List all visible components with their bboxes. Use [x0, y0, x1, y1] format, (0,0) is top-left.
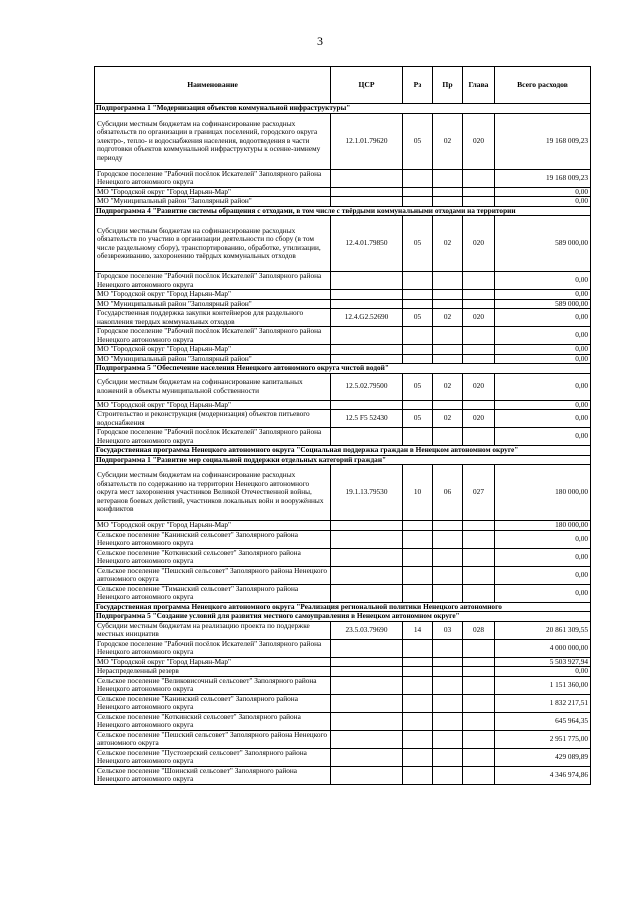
- recipient-total: 1 151 360,00: [495, 676, 591, 694]
- row-pr: [433, 272, 463, 290]
- expenditure-row: [95, 113, 591, 169]
- section-title: Подпрограмма 1 "Модернизация объектов коммунальной инфраструктуры": [95, 104, 591, 114]
- row-pr: 02: [433, 373, 463, 400]
- recipient-row: [95, 197, 591, 207]
- row-total: 0,00: [495, 309, 591, 327]
- expenditure-table: [94, 66, 591, 785]
- row-pr: 03: [433, 621, 463, 639]
- recipient-total: 0,00: [495, 566, 591, 584]
- recipient-row: [95, 667, 591, 677]
- row-csr: [331, 548, 403, 566]
- row-glava: 020: [463, 410, 495, 428]
- recipient-name: Сельское поселение "Канинский сельсовет" Заполярного района Ненецкого автономного округа: [95, 530, 331, 548]
- row-csr: [331, 530, 403, 548]
- row-rz: [403, 548, 433, 566]
- row-glava: [463, 521, 495, 531]
- row-csr: 12.4.G2.52690: [331, 309, 403, 327]
- row-csr: [331, 354, 403, 364]
- recipient-row: [95, 521, 591, 531]
- row-pr: 02: [433, 216, 463, 272]
- row-pr: [433, 639, 463, 657]
- row-rz: [403, 169, 433, 187]
- recipient-row: [95, 694, 591, 712]
- recipient-total: 0,00: [495, 530, 591, 548]
- row-total: 0,00: [495, 373, 591, 400]
- recipient-name: Городское поселение "Рабочий посёлок Искателей" Заполярного района Ненецкого автономного округа: [95, 428, 331, 446]
- recipient-total: 0,00: [495, 272, 591, 290]
- recipient-total: 0,00: [495, 187, 591, 197]
- row-glava: [463, 667, 495, 677]
- recipient-total: 1 832 217,51: [495, 694, 591, 712]
- recipient-total: 0,00: [495, 428, 591, 446]
- row-csr: [331, 657, 403, 667]
- row-csr: [331, 766, 403, 784]
- recipient-row: [95, 299, 591, 309]
- recipient-total: 4 000 000,00: [495, 639, 591, 657]
- row-rz: [403, 345, 433, 355]
- recipient-row: [95, 354, 591, 364]
- row-pr: [433, 584, 463, 602]
- row-pr: 02: [433, 113, 463, 169]
- row-pr: [433, 766, 463, 784]
- recipient-name: МО "Городской округ "Город Нарьян-Мар": [95, 657, 331, 667]
- row-rz: [403, 530, 433, 548]
- recipient-total: 0,00: [495, 400, 591, 410]
- recipient-name: МО "Городской округ "Город Нарьян-Мар": [95, 187, 331, 197]
- recipient-total: 4 346 974,86: [495, 766, 591, 784]
- row-pr: [433, 730, 463, 748]
- row-pr: [433, 290, 463, 300]
- row-glava: [463, 299, 495, 309]
- header-glava: Глава: [463, 67, 495, 104]
- row-glava: [463, 530, 495, 548]
- recipient-row: [95, 290, 591, 300]
- recipient-name: Сельское поселение "Великовисочный сельсовет" Заполярного района Ненецкого автономного округа: [95, 676, 331, 694]
- row-pr: 02: [433, 309, 463, 327]
- row-rz: [403, 584, 433, 602]
- recipient-name: Сельское поселение "Коткинский сельсовет" Заполярного района Ненецкого автономного округа: [95, 548, 331, 566]
- recipient-row: [95, 566, 591, 584]
- row-csr: 19.1.13.79530: [331, 465, 403, 521]
- section-header-row: [95, 602, 591, 612]
- row-glava: [463, 657, 495, 667]
- recipient-row: [95, 272, 591, 290]
- section-title: Подпрограмма 4 "Развитие системы обращения с отходами, в том числе с твёрдыми коммунальными отходами на территории: [95, 206, 591, 216]
- recipient-total: 0,00: [495, 548, 591, 566]
- recipient-row: [95, 169, 591, 187]
- row-csr: [331, 521, 403, 531]
- section-title: Подпрограмма 5 "Создание условий для развития местного самоуправления в Ненецком автономном округе": [95, 612, 591, 622]
- row-rz: 10: [403, 465, 433, 521]
- recipient-row: [95, 766, 591, 784]
- recipient-total: 645 964,35: [495, 712, 591, 730]
- row-csr: [331, 428, 403, 446]
- row-csr: [331, 290, 403, 300]
- recipient-name: Сельское поселение "Пешский сельсовет" Заполярного района Ненецкого автономного округа: [95, 566, 331, 584]
- row-rz: [403, 400, 433, 410]
- row-pr: [433, 676, 463, 694]
- row-glava: [463, 400, 495, 410]
- recipient-total: 180 000,00: [495, 521, 591, 531]
- row-csr: [331, 667, 403, 677]
- recipient-name: МО "Городской округ "Город Нарьян-Мар": [95, 400, 331, 410]
- expenditure-row: [95, 309, 591, 327]
- row-glava: [463, 694, 495, 712]
- row-glava: [463, 290, 495, 300]
- recipient-total: 0,00: [495, 584, 591, 602]
- row-glava: [463, 354, 495, 364]
- header-csr: ЦСР: [331, 67, 403, 104]
- row-name: Субсидии местным бюджетам на софинансирование расходных обязательств по участию в организации деятельности по сбору (в том числе раздельному сбору), транспортированию, обработке, утилизации, обезвреживанию, захоронению твёрдых коммунальных отходов: [95, 216, 331, 272]
- section-header-row: [95, 455, 591, 465]
- recipient-total: 0,00: [495, 290, 591, 300]
- recipient-row: [95, 548, 591, 566]
- expenditure-row: [95, 465, 591, 521]
- section-title: Государственная программа Ненецкого автономного округа "Социальная поддержка граждан в Ненецком автономном округе": [95, 446, 591, 456]
- row-pr: [433, 566, 463, 584]
- recipient-name: Городское поселение "Рабочий посёлок Искателей" Заполярного района Ненецкого автономного округа: [95, 327, 331, 345]
- row-glava: [463, 748, 495, 766]
- row-pr: [433, 345, 463, 355]
- row-rz: [403, 766, 433, 784]
- row-csr: 12.4.01.79850: [331, 216, 403, 272]
- recipient-name: Сельское поселение "Тиманский сельсовет" Заполярного района Ненецкого автономного округа: [95, 584, 331, 602]
- expenditure-row: [95, 373, 591, 400]
- row-name: Государственная поддержка закупки контейнеров для раздельного накопления твердых коммунальных отходов: [95, 309, 331, 327]
- row-pr: 06: [433, 465, 463, 521]
- row-csr: [331, 676, 403, 694]
- recipient-name: Сельское поселение "Коткинский сельсовет" Заполярного района Ненецкого автономного округа: [95, 712, 331, 730]
- recipient-row: [95, 327, 591, 345]
- recipient-row: [95, 712, 591, 730]
- row-csr: [331, 169, 403, 187]
- recipient-name: Сельское поселение "Канинский сельсовет" Заполярного района Ненецкого автономного округа: [95, 694, 331, 712]
- row-rz: [403, 639, 433, 657]
- row-pr: [433, 521, 463, 531]
- row-rz: [403, 327, 433, 345]
- row-csr: 12.1.01.79620: [331, 113, 403, 169]
- row-pr: [433, 169, 463, 187]
- section-title: Подпрограмма 5 "Обеспечение населения Ненецкого автономного округа чистой водой": [95, 364, 591, 374]
- row-total: 589 000,00: [495, 216, 591, 272]
- recipient-name: Нераспределенный резерв: [95, 667, 331, 677]
- recipient-row: [95, 530, 591, 548]
- row-name: Субсидии местным бюджетам на софинансирование капитальных вложений в объекты муниципальной собственности: [95, 373, 331, 400]
- row-glava: 020: [463, 113, 495, 169]
- row-csr: [331, 712, 403, 730]
- recipient-total: 0,00: [495, 667, 591, 677]
- expenditure-row: [95, 216, 591, 272]
- row-rz: [403, 187, 433, 197]
- row-glava: [463, 566, 495, 584]
- row-total: 0,00: [495, 410, 591, 428]
- row-pr: [433, 428, 463, 446]
- row-rz: [403, 290, 433, 300]
- recipient-name: МО "Городской округ "Город Нарьян-Мар": [95, 521, 331, 531]
- row-pr: [433, 187, 463, 197]
- row-glava: 028: [463, 621, 495, 639]
- row-rz: [403, 748, 433, 766]
- recipient-name: МО "Городской округ "Город Нарьян-Мар": [95, 290, 331, 300]
- header-pr: Пр: [433, 67, 463, 104]
- row-pr: 02: [433, 410, 463, 428]
- row-csr: [331, 272, 403, 290]
- recipient-total: 429 089,89: [495, 748, 591, 766]
- row-rz: 05: [403, 410, 433, 428]
- recipient-name: Городское поселение "Рабочий посёлок Искателей" Заполярного района Ненецкого автономного округа: [95, 169, 331, 187]
- row-rz: 14: [403, 621, 433, 639]
- row-glava: [463, 584, 495, 602]
- row-rz: [403, 712, 433, 730]
- row-glava: [463, 766, 495, 784]
- row-csr: [331, 187, 403, 197]
- row-rz: [403, 676, 433, 694]
- row-rz: [403, 566, 433, 584]
- header-total: Всего расходов: [495, 67, 591, 104]
- row-glava: [463, 272, 495, 290]
- row-rz: [403, 299, 433, 309]
- row-csr: [331, 694, 403, 712]
- row-rz: [403, 272, 433, 290]
- page-number: 3: [317, 34, 323, 48]
- row-rz: [403, 657, 433, 667]
- recipient-row: [95, 345, 591, 355]
- recipient-name: Сельское поселение "Шоинский сельсовет" Заполярного района Ненецкого автономного округа: [95, 766, 331, 784]
- recipient-row: [95, 730, 591, 748]
- row-pr: [433, 657, 463, 667]
- row-rz: 05: [403, 216, 433, 272]
- row-rz: 05: [403, 113, 433, 169]
- row-rz: [403, 354, 433, 364]
- row-pr: [433, 197, 463, 207]
- row-csr: [331, 197, 403, 207]
- row-glava: [463, 730, 495, 748]
- recipient-name: Сельское поселение "Пешский сельсовет" Заполярного района Ненецкого автономного округа: [95, 730, 331, 748]
- recipient-row: [95, 584, 591, 602]
- row-name: Субсидии местным бюджетам на софинансирование расходных обязательств по организации в границах поселений, городского округа электро-, тепло- и водоснабжения населения, водоотведения в части подготовки объектов коммунальной инфраструктуры к осенне-зимнему периоду: [95, 113, 331, 169]
- row-pr: [433, 667, 463, 677]
- recipient-name: МО "Муниципальный район "Заполярный район": [95, 299, 331, 309]
- row-csr: 12.5 F5 52430: [331, 410, 403, 428]
- row-rz: [403, 730, 433, 748]
- expenditure-row: [95, 410, 591, 428]
- recipient-total: 5 503 927,94: [495, 657, 591, 667]
- row-glava: [463, 548, 495, 566]
- row-glava: [463, 345, 495, 355]
- recipient-name: МО "Муниципальный район "Заполярный район": [95, 354, 331, 364]
- row-pr: [433, 530, 463, 548]
- row-glava: [463, 676, 495, 694]
- row-rz: 05: [403, 309, 433, 327]
- row-csr: [331, 299, 403, 309]
- section-header-row: [95, 206, 591, 216]
- row-csr: [331, 748, 403, 766]
- recipient-total: 0,00: [495, 197, 591, 207]
- section-header-row: [95, 612, 591, 622]
- row-pr: [433, 400, 463, 410]
- recipient-row: [95, 657, 591, 667]
- section-header-row: [95, 446, 591, 456]
- recipient-row: [95, 428, 591, 446]
- table-body: [95, 104, 591, 785]
- section-title: Государственная программа Ненецкого автономного округа "Реализация региональной политики Ненецкого автономного: [95, 602, 591, 612]
- recipient-total: 19 168 009,23: [495, 169, 591, 187]
- recipient-name: Сельское поселение "Пустозерский сельсовет" Заполярного района Ненецкого автономного округа: [95, 748, 331, 766]
- row-csr: 12.5.02.79500: [331, 373, 403, 400]
- row-rz: [403, 197, 433, 207]
- row-glava: [463, 187, 495, 197]
- row-rz: [403, 667, 433, 677]
- recipient-name: Городское поселение "Рабочий посёлок Искателей" Заполярного района Ненецкого автономного округа: [95, 272, 331, 290]
- row-pr: [433, 354, 463, 364]
- row-name: Субсидии местным бюджетам на реализацию проекта по поддержке местных инициатив: [95, 621, 331, 639]
- recipient-name: МО "Городской округ "Город Нарьян-Мар": [95, 345, 331, 355]
- recipient-total: 0,00: [495, 345, 591, 355]
- row-csr: [331, 327, 403, 345]
- recipient-row: [95, 187, 591, 197]
- row-csr: [331, 566, 403, 584]
- recipient-total: 0,00: [495, 327, 591, 345]
- recipient-row: [95, 400, 591, 410]
- recipient-row: [95, 676, 591, 694]
- row-csr: [331, 730, 403, 748]
- row-glava: [463, 327, 495, 345]
- row-glava: 020: [463, 373, 495, 400]
- recipient-name: Городское поселение "Рабочий посёлок Искателей" Заполярного района Ненецкого автономного округа: [95, 639, 331, 657]
- row-glava: 027: [463, 465, 495, 521]
- row-csr: 23.5.03.79690: [331, 621, 403, 639]
- row-csr: [331, 400, 403, 410]
- recipient-total: 0,00: [495, 354, 591, 364]
- row-pr: [433, 299, 463, 309]
- row-name: Строительство и реконструкция (модернизация) объектов питьевого водоснабжения: [95, 410, 331, 428]
- row-glava: 020: [463, 216, 495, 272]
- row-csr: [331, 584, 403, 602]
- section-header-row: [95, 104, 591, 114]
- recipient-name: МО "Муниципальный район "Заполярный район": [95, 197, 331, 207]
- row-total: 20 861 309,55: [495, 621, 591, 639]
- row-rz: [403, 428, 433, 446]
- row-pr: [433, 548, 463, 566]
- row-rz: [403, 694, 433, 712]
- row-total: 180 000,00: [495, 465, 591, 521]
- row-total: 19 168 009,23: [495, 113, 591, 169]
- section-header-row: [95, 364, 591, 374]
- recipient-row: [95, 748, 591, 766]
- recipient-total: 2 951 775,00: [495, 730, 591, 748]
- row-pr: [433, 748, 463, 766]
- row-glava: [463, 712, 495, 730]
- row-csr: [331, 345, 403, 355]
- row-rz: 05: [403, 373, 433, 400]
- recipient-total: 589 000,00: [495, 299, 591, 309]
- row-name: Субсидии местным бюджетам на софинансирование расходных обязательств по содержанию на территории Ненецкого автономного округа мест захоронения участников Великой Отечественной войны, ветеранов боевых действий, участников локальных войн и вооружённых конфликтов: [95, 465, 331, 521]
- row-pr: [433, 327, 463, 345]
- header-name: Наименование: [95, 67, 331, 104]
- row-glava: 020: [463, 309, 495, 327]
- row-pr: [433, 694, 463, 712]
- row-glava: [463, 169, 495, 187]
- row-csr: [331, 639, 403, 657]
- row-pr: [433, 712, 463, 730]
- expenditure-row: [95, 621, 591, 639]
- recipient-row: [95, 639, 591, 657]
- table-header-row: [95, 67, 591, 104]
- row-glava: [463, 639, 495, 657]
- row-glava: [463, 428, 495, 446]
- row-glava: [463, 197, 495, 207]
- section-title: Подпрограмма 1 "Развитие мер социальной поддержки отдельных категорий граждан": [95, 455, 591, 465]
- header-rz: Рз: [403, 67, 433, 104]
- row-rz: [403, 521, 433, 531]
